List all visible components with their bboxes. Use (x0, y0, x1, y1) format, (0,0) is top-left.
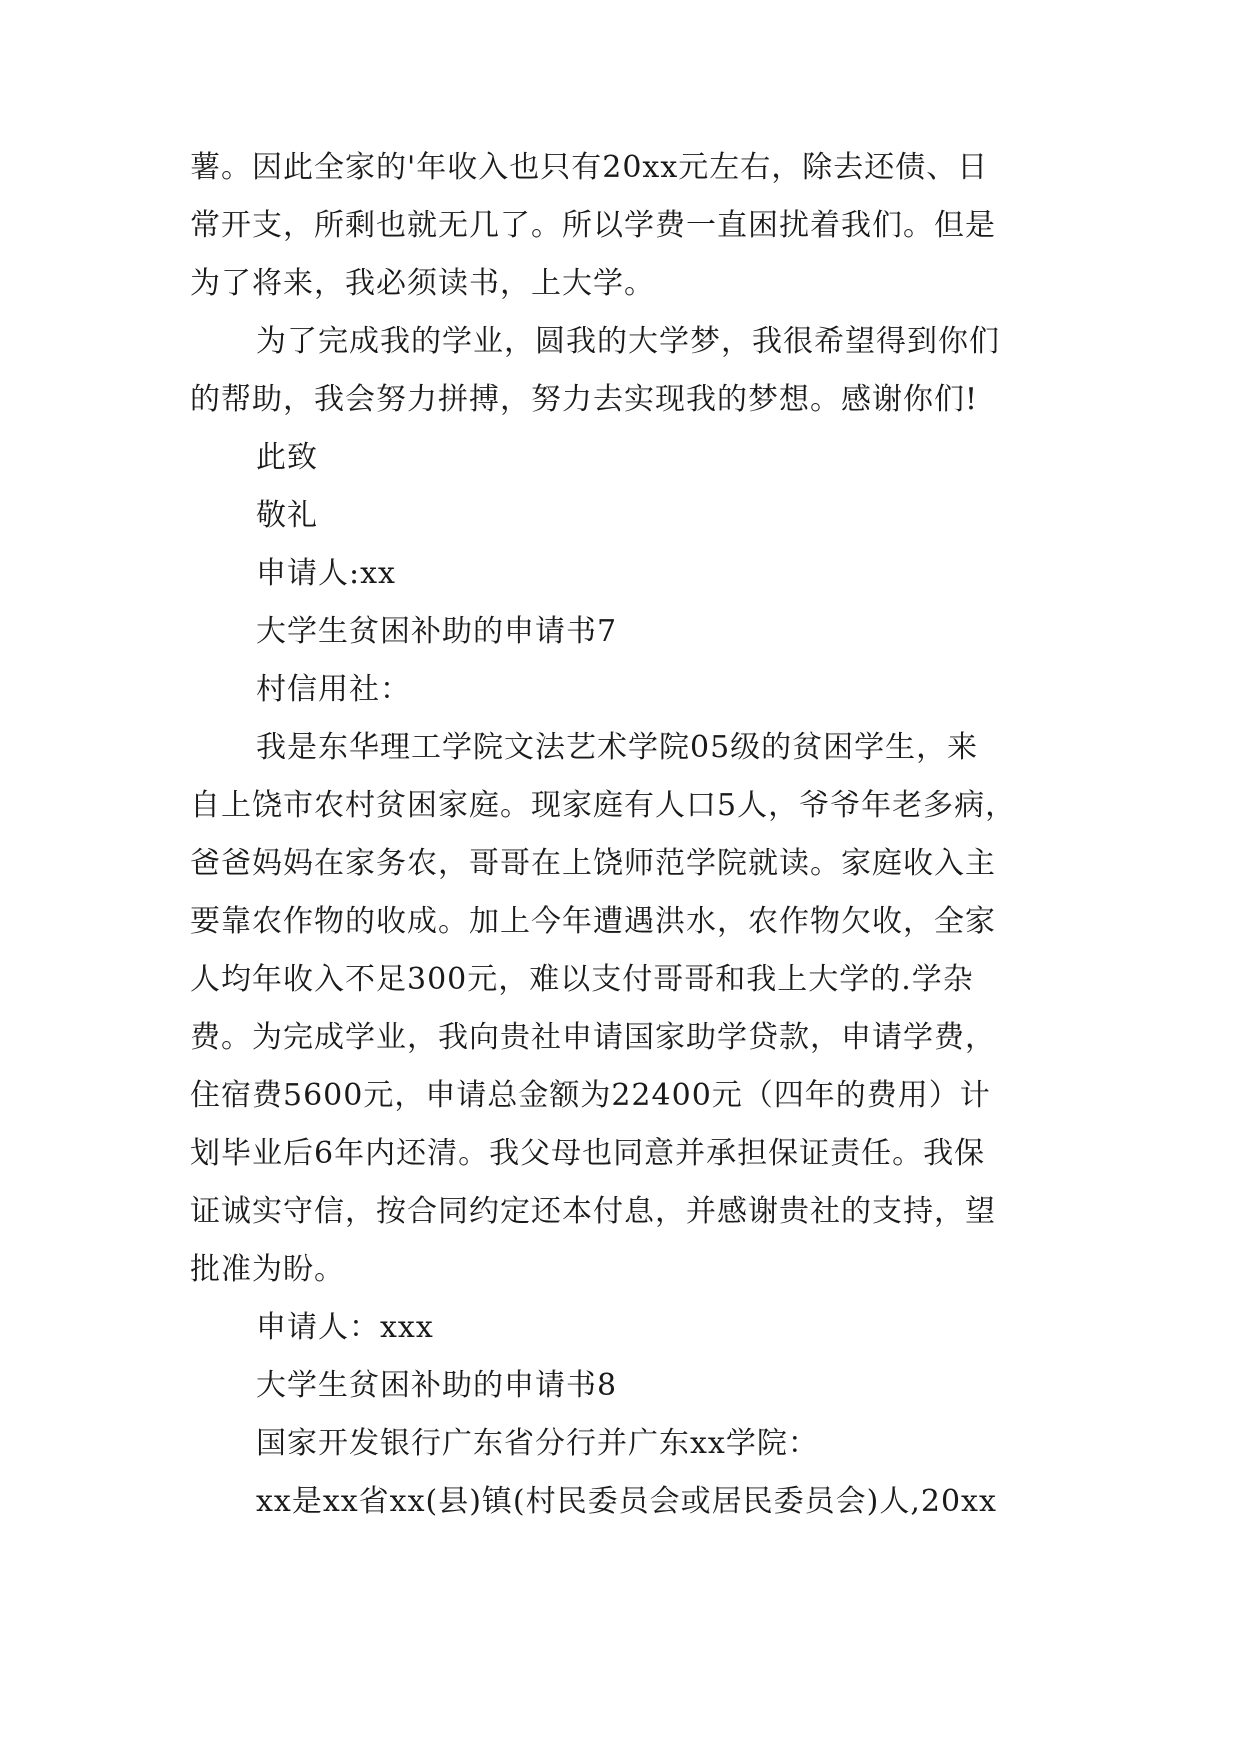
section-heading: 大学生贫困补助的申请书8 (256, 1368, 618, 1403)
paragraph-line: 我是东华理工学院文法艺术学院05级的贫困学生，来 (256, 730, 979, 765)
paragraph-line: 批准为盼。 (190, 1252, 345, 1287)
paragraph-line: 划毕业后6年内还清。我父母也同意并承担保证责任。我保 (190, 1136, 986, 1171)
applicant-line: 申请人：xxx (256, 1310, 434, 1345)
salutation-line: 国家开发银行广东省分行并广东xx学院： (256, 1426, 819, 1461)
closing-line: 敬礼 (256, 498, 318, 533)
section-heading: 大学生贫困补助的申请书7 (256, 614, 618, 649)
paragraph-line: 的帮助，我会努力拼搏，努力去实现我的梦想。感谢你们! (190, 382, 979, 417)
paragraph-line: 自上饶市农村贫困家庭。现家庭有人口5人，爷爷年老多病， (190, 788, 1017, 823)
paragraph-line: 费。为完成学业，我向贵社申请国家助学贷款，申请学费， (190, 1020, 996, 1055)
paragraph-line: 证诚实守信，按合同约定还本付息，并感谢贵社的支持，望 (190, 1194, 996, 1229)
paragraph-line: 为了完成我的学业，圆我的大学梦，我很希望得到你们 (256, 324, 1000, 359)
applicant-line: 申请人:xx (256, 556, 396, 591)
paragraph-line: 爸爸妈妈在家务农，哥哥在上饶师范学院就读。家庭收入主 (190, 846, 996, 881)
paragraph-line: 要靠农作物的收成。加上今年遭遇洪水，农作物欠收，全家 (190, 904, 996, 939)
paragraph-line: 常开支，所剩也就无几了。所以学费一直困扰着我们。但是 (190, 208, 996, 243)
salutation-line: 村信用社： (256, 672, 411, 707)
closing-line: 此致 (256, 440, 318, 475)
paragraph-line: 薯。因此全家的'年收入也只有20xx元左右，除去还债、日 (190, 150, 989, 185)
paragraph-line: 人均年收入不足300元，难以支付哥哥和我上大学的.学杂 (190, 962, 974, 997)
paragraph-line: xx是xx省xx(县)镇(村民委员会或居民委员会)人,20xx (256, 1484, 997, 1519)
paragraph-line: 住宿费5600元，申请总金额为22400元（四年的费用）计 (190, 1078, 991, 1113)
paragraph-line: 为了将来，我必须读书，上大学。 (190, 266, 655, 301)
